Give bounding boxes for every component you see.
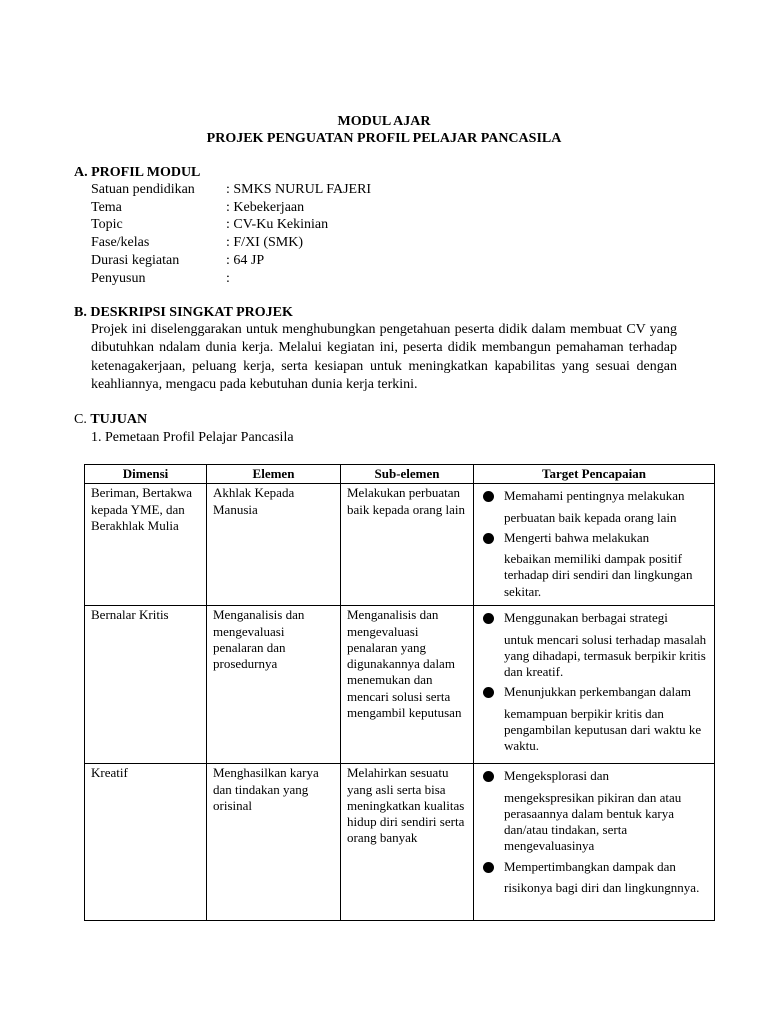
target-item: Memahami pentingnya melakukan perbuatan baik kepada orang lain <box>480 488 708 526</box>
cell-target <box>474 764 715 921</box>
cell-dimensi: Kreatif <box>85 764 207 921</box>
profile-row <box>91 181 371 199</box>
profile-value: : SMKS NURUL FAJERI <box>226 182 372 197</box>
profile-label: Durasi kegiatan <box>91 253 180 268</box>
profile-label: Topic <box>91 217 123 232</box>
profile-value: : Kebekerjaan <box>226 200 305 215</box>
cell-elemen: Menghasilkan karya dan tindakan yang orisinal <box>207 764 341 921</box>
target-item: Mengerti bahwa melakukan kebaikan memiliki dampak positif terhadap diri sendiri dan lingkungan sekitar. <box>480 530 708 600</box>
profile-label: Satuan pendidikan <box>91 182 195 197</box>
profile-row <box>91 252 264 270</box>
profile-value: : F/XI (SMK) <box>226 235 304 250</box>
profile-row <box>91 199 304 217</box>
target-item: Menunjukkan perkembangan dalam kemampuan berpikir kritis dan pengambilan keputusan dari waktu ke waktu. <box>480 684 708 754</box>
target-item: Mempertimbangkan dampak dan risikonya bagi diri dan lingkungnnya. <box>480 859 708 897</box>
bullet-icon <box>483 687 494 698</box>
column-header: Target Pencapaian <box>474 465 715 484</box>
section-c-heading: C. TUJUAN <box>74 412 148 427</box>
profile-label: Tema <box>91 200 122 215</box>
cell-dimensi: Beriman, Bertakwa kepada YME, dan Berakhlak Mulia <box>85 484 207 606</box>
cell-target <box>474 606 715 764</box>
cell-sub-elemen: Melahirkan sesuatu yang asli serta bisa meningkatkan kualitas hidup diri sendiri serta orang banyak <box>341 764 474 921</box>
bullet-icon <box>483 533 494 544</box>
target-item: Mengeksplorasi dan mengekspresikan pikiran dan atau perasaannya dalam bentuk karya dan/atau tindakan, serta mengevaluasinya <box>480 768 708 854</box>
bullet-icon <box>483 491 494 502</box>
table-row <box>85 606 715 764</box>
profile-mapping-table <box>84 464 715 921</box>
profile-label: Penyusun <box>91 271 146 286</box>
objective-item: 1. Pemetaan Profil Pelajar Pancasila <box>91 430 294 445</box>
profile-row <box>91 216 328 234</box>
profile-value: : 64 JP <box>226 253 265 268</box>
column-header: Sub-elemen <box>341 465 474 484</box>
profile-value: : <box>226 271 230 286</box>
section-b-heading: B. DESKRIPSI SINGKAT PROJEK <box>74 305 293 320</box>
cell-dimensi: Bernalar Kritis <box>85 606 207 764</box>
table-row <box>85 484 715 606</box>
cell-sub-elemen: Menganalisis dan mengevaluasi penalaran yang digunakannya dalam menemukan dan mencari solusi serta mengambil keputusan <box>341 606 474 764</box>
project-description: Projek ini diselenggarakan untuk menghubungkan pengetahuan peserta didik dalam membuat CV yang dibutuhkan ndalam dunia kerja. Melalui kegiatan ini, peserta didik membangun pemahaman terhadap ketenagakerjaan, peluang kerja, serta kesiapan untuk meningkatkan kapabilitas yang sesuai dengan keahliannya, mengacu pada kebutuhan dunia kerja terkini. <box>91 322 677 392</box>
table-header-row <box>85 465 715 484</box>
profile-value: : CV-Ku Kekinian <box>226 217 329 232</box>
section-a-heading: A. PROFIL MODUL <box>74 165 201 180</box>
doc-subtitle: PROJEK PENGUATAN PROFIL PELAJAR PANCASILA <box>206 131 562 146</box>
doc-title: MODUL AJAR <box>337 114 431 129</box>
target-item: Menggunakan berbagai strategi untuk mencari solusi terhadap masalah yang dihadapi, termasuk berpikir kritis dan kreatif. <box>480 610 708 680</box>
cell-target <box>474 484 715 606</box>
bullet-icon <box>483 771 494 782</box>
cell-elemen: Menganalisis dan mengevaluasi penalaran dan prosedurnya <box>207 606 341 764</box>
table-row <box>85 764 715 921</box>
bullet-icon <box>483 613 494 624</box>
bullet-icon <box>483 862 494 873</box>
profile-label: Fase/kelas <box>91 235 150 250</box>
column-header: Elemen <box>207 465 341 484</box>
profile-row <box>91 270 230 288</box>
cell-elemen: Akhlak Kepada Manusia <box>207 484 341 606</box>
column-header: Dimensi <box>85 465 207 484</box>
profile-row <box>91 234 303 252</box>
cell-sub-elemen: Melakukan perbuatan baik kepada orang lain <box>341 484 474 606</box>
